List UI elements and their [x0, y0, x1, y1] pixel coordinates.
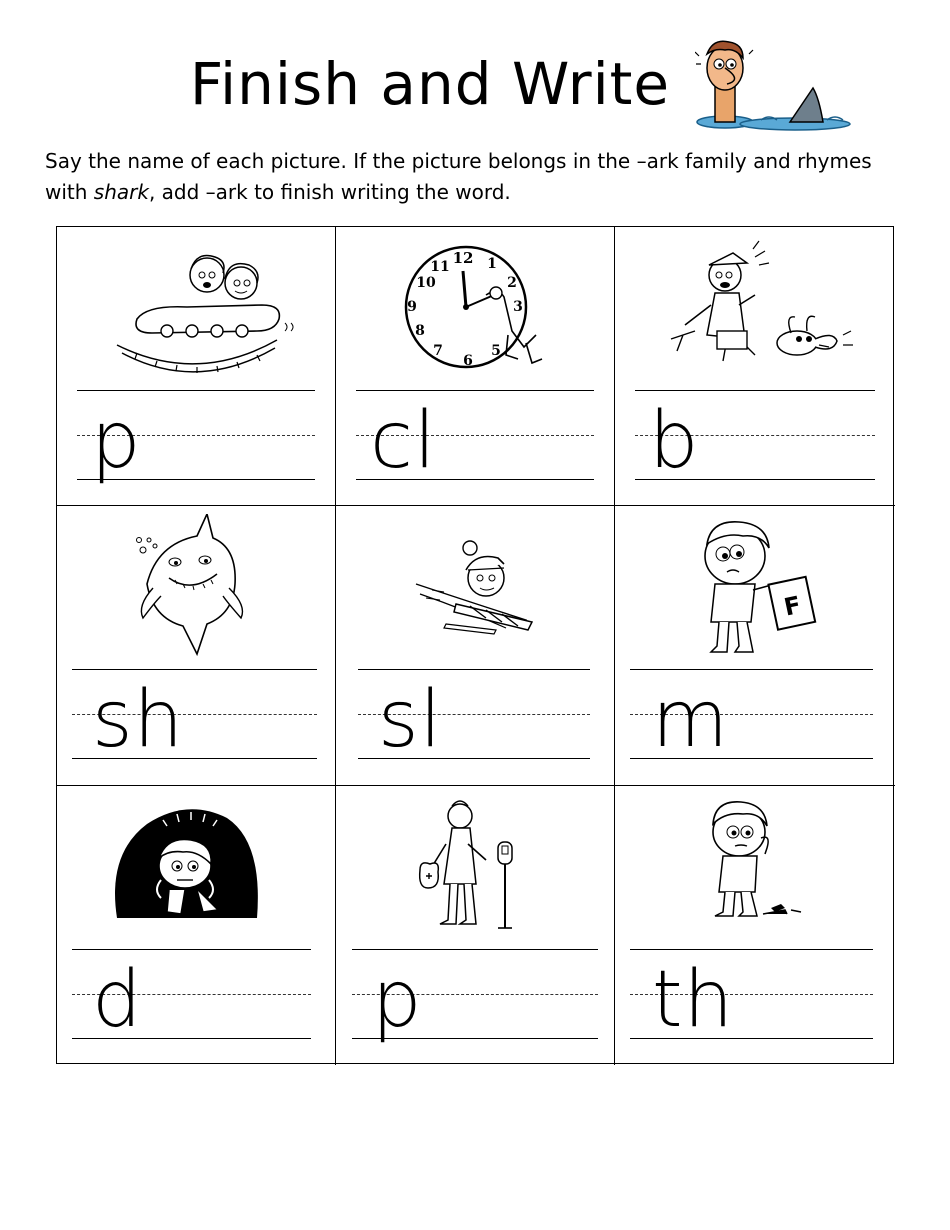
- thinking-boy-icon: [615, 794, 895, 944]
- svg-text:11: 11: [430, 259, 450, 275]
- word-start: m: [652, 675, 729, 765]
- svg-text:2: 2: [507, 275, 517, 291]
- grid-cell: [57, 227, 336, 506]
- page-title: Finish and Write: [189, 50, 671, 118]
- svg-text:12: 12: [452, 249, 474, 267]
- word-start: d: [92, 955, 143, 1045]
- barking-dog-icon: [615, 235, 895, 385]
- dark-cave-icon: [57, 794, 335, 944]
- writing-lines: [77, 390, 315, 486]
- word-start: th: [652, 955, 735, 1045]
- svg-text:3: 3: [513, 299, 523, 315]
- grid-cell: [57, 506, 336, 786]
- grid-cell: [336, 786, 615, 1065]
- sled-icon: [336, 514, 614, 664]
- bad-grade-boy-icon: [615, 514, 895, 664]
- writing-lines: [72, 669, 317, 765]
- svg-text:8: 8: [415, 323, 425, 339]
- grid-cell: [57, 786, 336, 1065]
- svg-text:7: 7: [433, 343, 443, 359]
- grid-cell: [336, 227, 615, 506]
- svg-text:10: 10: [416, 275, 436, 291]
- grid-cell: [615, 506, 895, 786]
- grid-cell: [615, 227, 895, 506]
- svg-text:5: 5: [491, 343, 501, 359]
- roller-coaster-icon: [57, 235, 335, 385]
- svg-text:1: 1: [487, 256, 497, 272]
- shark-icon: [57, 514, 335, 664]
- parking-meter-icon: [336, 794, 614, 944]
- rhyme-word: shark: [93, 180, 149, 204]
- writing-lines: [630, 669, 873, 765]
- svg-text:6: 6: [463, 353, 473, 369]
- word-start: cl: [370, 396, 437, 486]
- word-start: p: [91, 396, 142, 486]
- writing-lines: [635, 390, 875, 486]
- man-and-shark-icon: [695, 36, 855, 132]
- writing-lines: [630, 949, 873, 1045]
- word-start: b: [649, 396, 700, 486]
- svg-text:9: 9: [407, 299, 417, 315]
- word-start: p: [372, 955, 423, 1045]
- word-start: sh: [92, 675, 185, 765]
- writing-lines: [72, 949, 311, 1045]
- instructions: Say the name of each picture. If the picture belongs in the –ark family and rhymes with shark, add –ark to finish writing the word.: [45, 149, 872, 204]
- grid-cell: [336, 506, 615, 786]
- word-grid: [56, 226, 894, 1064]
- grid-cell: [615, 786, 895, 1065]
- writing-lines: [352, 949, 598, 1045]
- writing-lines: [358, 669, 590, 765]
- svg-text:F: F: [781, 590, 804, 622]
- word-start: sl: [378, 675, 443, 765]
- writing-lines: [356, 390, 594, 486]
- clock-icon: [336, 235, 614, 385]
